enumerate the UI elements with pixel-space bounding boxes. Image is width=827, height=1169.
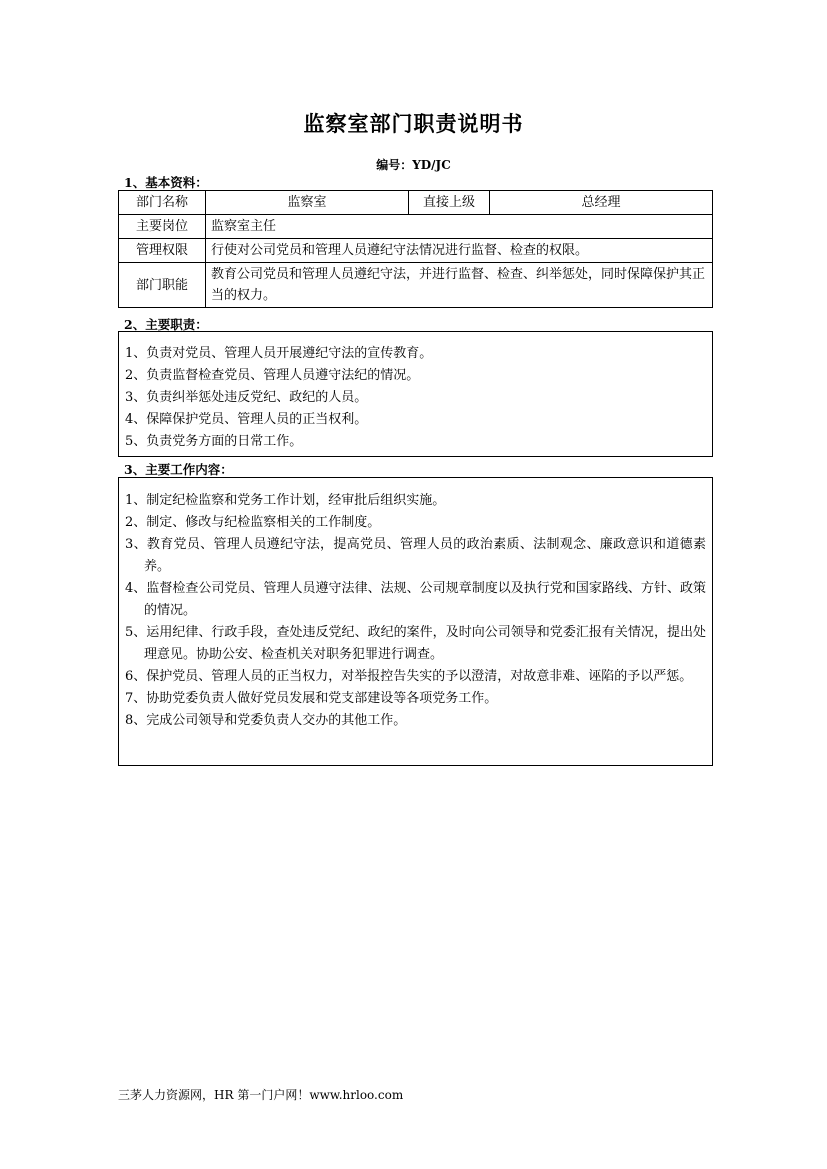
authority-label: 管理权限	[119, 239, 206, 263]
function-value: 教育公司党员和管理人员遵纪守法，并进行监督、检查、纠举惩处，同时保障保护其正当的权力。	[206, 263, 713, 308]
list-item: 3、负责纠举惩处违反党纪、政纪的人员。	[125, 390, 368, 405]
list-item: 1、制定纪检监察和党务工作计划，经审批后组织实施。	[125, 493, 446, 508]
section-heading-main-duties: 2、主要职责：	[124, 317, 208, 332]
list-item: 1、负责对党员、管理人员开展遵纪守法的宣传教育。	[125, 346, 433, 361]
main-work-box	[118, 477, 713, 766]
dept-name-value: 监察室	[206, 191, 409, 215]
page-title: 监察室部门职责说明书	[303, 111, 524, 136]
post-label: 主要岗位	[119, 215, 206, 239]
main-duties-box	[118, 331, 713, 457]
section-heading-main-work: 3、主要工作内容：	[124, 462, 233, 477]
document-code: 编号：YD/JC	[376, 158, 451, 172]
list-item: 4、保障保护党员、管理人员的正当权利。	[125, 412, 368, 427]
superior-value: 总经理	[490, 191, 713, 215]
list-item: 4、监督检查公司党员、管理人员遵守法律、法规、公司规章制度以及执行党和国家路线、方针、政策的情况。	[125, 581, 706, 618]
list-item: 5、运用纪律、行政手段，查处违反党纪、政纪的案件，及时向公司领导和党委汇报有关情况，提出处理意见。协助公安、检查机关对职务犯罪进行调查。	[125, 625, 706, 662]
authority-value: 行使对公司党员和管理人员遵纪守法情况进行监督、检查的权限。	[206, 239, 713, 263]
superior-label: 直接上级	[409, 191, 490, 215]
main-duties-list	[119, 332, 712, 453]
dept-name-label: 部门名称	[119, 191, 206, 215]
list-item: 2、负责监督检查党员、管理人员遵守法纪的情况。	[125, 368, 420, 383]
main-work-list	[119, 478, 712, 732]
list-item: 5、负责党务方面的日常工作。	[125, 434, 303, 449]
list-item: 8、完成公司领导和党委负责人交办的其他工作。	[125, 713, 407, 728]
list-item: 6、保护党员、管理人员的正当权力，对举报控告失实的予以澄清，对故意非难、诬陷的予以严惩。	[125, 669, 693, 684]
basic-info-table	[118, 190, 713, 308]
section-heading-basic-info: 1、基本资料：	[124, 175, 208, 190]
table-row	[119, 191, 713, 215]
footer-text: 三茅人力资源网，HR 第一门户网！www.hrloo.com	[118, 1088, 404, 1102]
list-item: 3、教育党员、管理人员遵纪守法，提高党员、管理人员的政治素质、法制观念、廉政意识和道德素养。	[125, 537, 706, 574]
post-value: 监察室主任	[206, 215, 713, 239]
list-item: 2、制定、修改与纪检监察相关的工作制度。	[125, 515, 381, 530]
list-item: 7、协助党委负责人做好党员发展和党支部建设等各项党务工作。	[125, 691, 498, 706]
table-row	[119, 263, 713, 308]
table-row	[119, 239, 713, 263]
function-label: 部门职能	[119, 263, 206, 308]
table-row	[119, 215, 713, 239]
